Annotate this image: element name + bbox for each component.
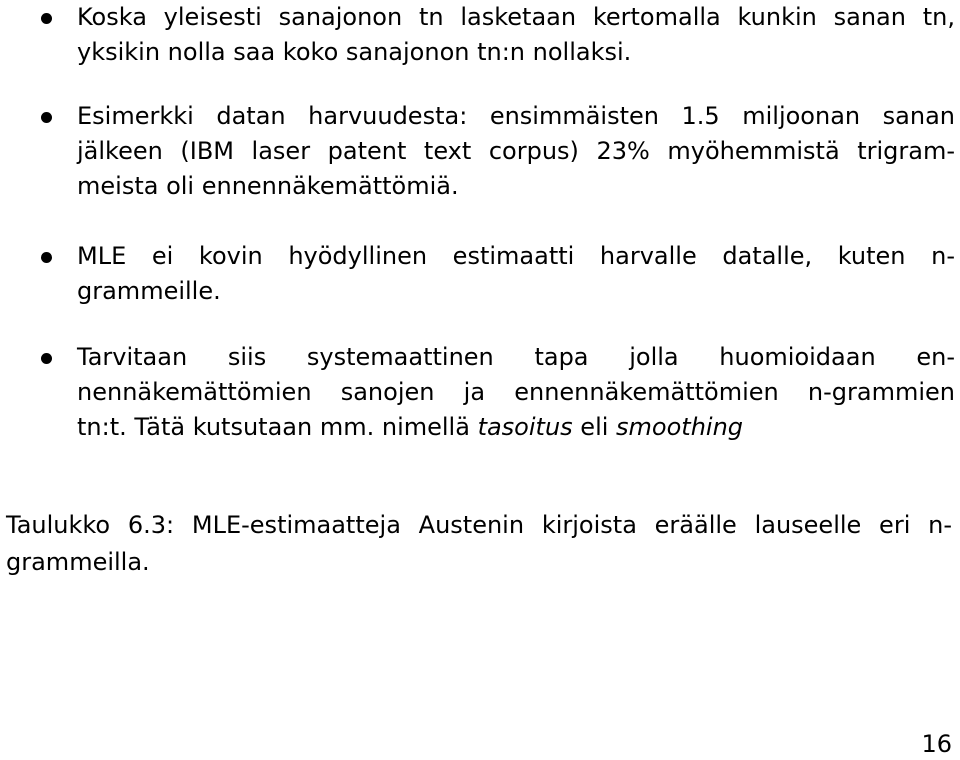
text-line: grammeille. <box>77 277 221 305</box>
text-line: Tarvitaan siis systemaattinen tapa jolla huomioidaan en- <box>77 343 955 371</box>
text-line: Esimerkki datan harvuudesta: ensimmäisten 1.5 miljoonan sanan <box>77 102 955 130</box>
text-run: tn:t. Tätä kutsutaan mm. nimellä <box>77 413 478 441</box>
bullet-text-4 <box>77 340 955 445</box>
bullet-dot-icon <box>41 252 52 263</box>
bullet-text-2 <box>77 99 955 204</box>
text-line: MLE ei kovin hyödyllinen estimaatti harvalle datalle, kuten n- <box>77 242 955 270</box>
text-line <box>77 410 955 445</box>
text-line: jälkeen (IBM laser patent text corpus) 23% myöhemmistä trigram- <box>77 137 955 165</box>
text-line: meista oli ennennäkemättömiä. <box>77 172 459 200</box>
bullet-dot-icon <box>41 112 52 123</box>
bullet-text-1 <box>77 0 955 70</box>
bullet-dot-icon <box>41 353 52 364</box>
text-line: yksikin nolla saa koko sanajonon tn:n nollaksi. <box>77 38 632 66</box>
page-number: 16 <box>921 730 952 758</box>
bullet-dot-icon <box>41 13 52 24</box>
caption-line: grammeilla. <box>6 548 150 576</box>
emphasized-term: tasoitus <box>477 413 573 441</box>
text-line: nennäkemättömien sanojen ja ennennäkemättömien n-grammien <box>77 378 955 406</box>
emphasized-term: smoothing <box>616 413 744 441</box>
text-run: eli <box>572 413 617 441</box>
text-line: Koska yleisesti sanajonon tn lasketaan kertomalla kunkin sanan tn, <box>77 3 955 31</box>
bullet-text-3 <box>77 239 955 309</box>
table-caption <box>6 507 952 581</box>
caption-line: Taulukko 6.3: MLE-estimaatteja Austenin kirjoista eräälle lauseelle eri n- <box>6 511 952 539</box>
